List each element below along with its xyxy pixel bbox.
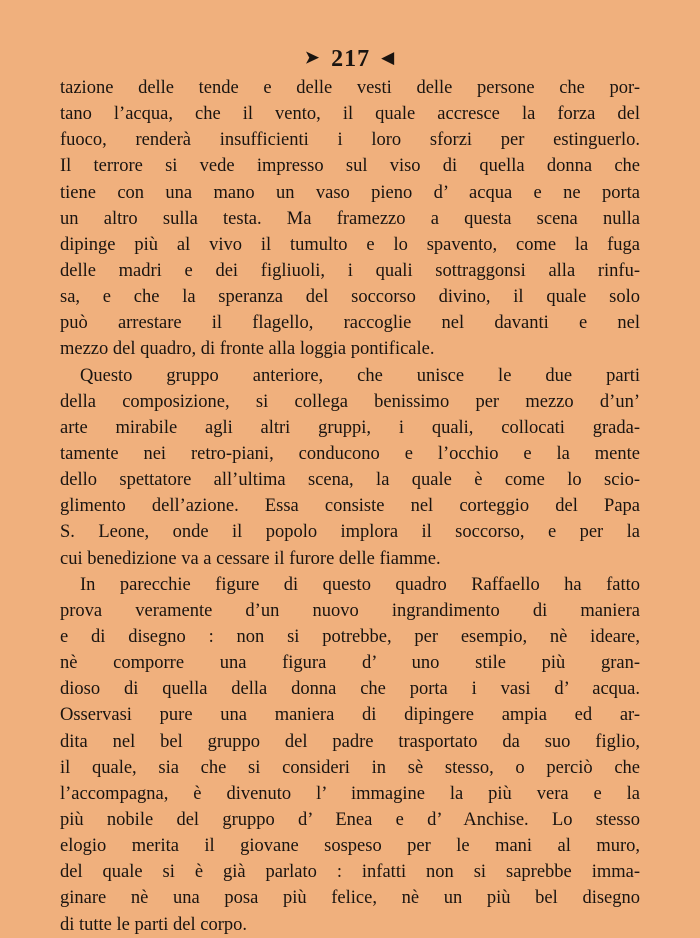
text-line: Il terrore si vede impresso sul viso di quella donna che bbox=[60, 156, 640, 177]
text-line: tano l’acqua, che il vento, il quale accresce la forza del bbox=[60, 104, 640, 125]
text-line: tiene con una mano un vaso pieno d’ acqua e ne porta bbox=[60, 182, 640, 203]
text-line: glimento dell’azione. Essa consiste nel corteggio del Papa bbox=[60, 496, 640, 517]
text-line: fuoco, renderà insufficienti i loro sforzi per estinguerlo. bbox=[60, 130, 640, 151]
paragraph-group-anterior bbox=[60, 363, 640, 572]
body-text bbox=[60, 75, 640, 938]
text-line: può arrestare il flagello, raccoglie nel davanti e nel bbox=[60, 313, 640, 334]
text-line: tazione delle tende e delle vesti delle persone che por- bbox=[60, 78, 640, 98]
text-line: dello spettatore all’ultima scena, la quale è come lo scio- bbox=[60, 470, 640, 491]
text-line: più nobile del gruppo d’ Enea e d’ Anchise. Lo stesso bbox=[60, 809, 640, 830]
paragraph-continued bbox=[60, 75, 640, 363]
text-line: sa, e che la speranza del soccorso divino, il quale solo bbox=[60, 287, 640, 308]
text-line: delle madri e dei figliuoli, i quali sottraggonsi alla rinfu- bbox=[60, 260, 640, 281]
page-number: 217 bbox=[331, 46, 371, 72]
text-line: dioso di quella della donna che porta i vasi d’ acqua. bbox=[60, 679, 640, 700]
text-line: dipinge più al vivo il tumulto e lo spavento, come la fuga bbox=[60, 234, 640, 255]
text-line: ginare nè una posa più felice, nè un più bel disegno bbox=[60, 888, 640, 909]
text-line: un altro sulla testa. Ma framezzo a questa scena nulla bbox=[60, 208, 640, 229]
text-line: Questo gruppo anteriore, che unisce le due parti bbox=[80, 365, 640, 386]
text-line: del quale si è già parlato : infatti non si saprebbe imma- bbox=[60, 862, 640, 883]
left-ornament-icon: ➤ bbox=[304, 48, 321, 67]
text-line: arte mirabile agli altri gruppi, i quali, collocati grada- bbox=[60, 417, 640, 438]
text-line: mezzo del quadro, di fronte alla loggia pontificale. bbox=[60, 339, 435, 360]
text-line: della composizione, si collega benissimo per mezzo d’un’ bbox=[60, 391, 640, 412]
text-line: tamente nei retro-piani, conducono e l’occhio e la mente bbox=[60, 443, 640, 464]
text-line: elogio merita il giovane sospeso per le mani al muro, bbox=[60, 836, 640, 857]
text-line: cui benedizione va a cessare il furore delle fiamme. bbox=[60, 548, 441, 569]
text-line: nè comporre una figura d’ uno stile più gran- bbox=[60, 653, 640, 674]
page-header bbox=[0, 44, 700, 73]
text-line: prova veramente d’un nuovo ingrandimento di maniera bbox=[60, 600, 640, 621]
paragraph-raffaello bbox=[60, 572, 640, 938]
text-line: Osservasi pure una maniera di dipingere ampia ed ar- bbox=[60, 705, 640, 726]
text-line: dita nel bel gruppo del padre trasportato da suo figlio, bbox=[60, 731, 640, 752]
text-line: e di disegno : non si potrebbe, per esempio, nè ideare, bbox=[60, 626, 640, 647]
text-line: In parecchie figure di questo quadro Raffaello ha fatto bbox=[80, 574, 640, 595]
text-line: di tutte le parti del corpo. bbox=[60, 914, 247, 935]
text-line: S. Leone, onde il popolo implora il soccorso, e per la bbox=[60, 522, 640, 543]
text-line: l’accompagna, è divenuto l’ immagine la più vera e la bbox=[60, 783, 640, 804]
right-ornament-icon: ◀ bbox=[381, 48, 396, 67]
text-line: il quale, sia che si consideri in sè stesso, o perciò che bbox=[60, 757, 640, 778]
